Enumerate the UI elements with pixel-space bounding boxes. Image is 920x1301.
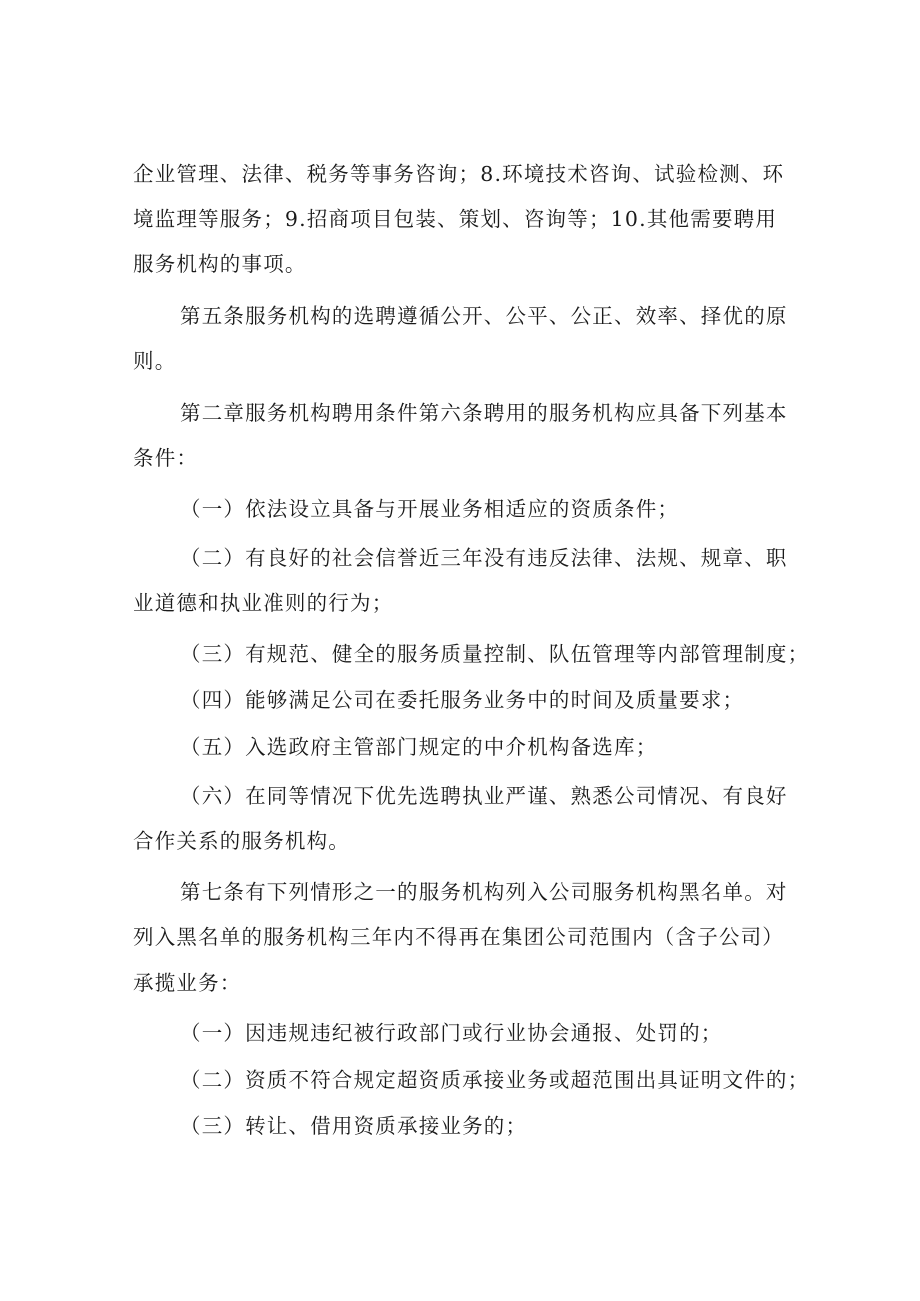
condition-3: （三）有规范、健全的服务质量控制、队伍管理等内部管理制度； — [180, 642, 810, 666]
blacklist-item-1: （一）因违规违纪被行政部门或行业协会通报、处罚的； — [180, 1021, 723, 1045]
article-5-line-1: 第五条服务机构的选聘遵循公开、公平、公正、效率、择优的原 — [180, 304, 788, 328]
article-7-line-3: 承揽业务： — [133, 971, 242, 995]
condition-5: （五）入选政府主管部门规定的中介机构备选库； — [180, 735, 658, 759]
text-line-1: 企业管理、法律、税务等事务咨询；8.环境技术咨询、试验检测、环 — [133, 162, 785, 186]
article-7-line-1: 第七条有下列情形之一的服务机构列入公司服务机构黑名单。对 — [180, 880, 788, 904]
article-5-line-2: 则。 — [133, 349, 177, 373]
blacklist-item-2: （二）资质不符合规定超资质承接业务或超范围出具证明文件的； — [180, 1068, 810, 1092]
condition-6-line-2: 合作关系的服务机构。 — [133, 829, 350, 853]
article-7-line-2: 列入黑名单的服务机构三年内不得再在集团公司范围内（含子公司） — [133, 925, 784, 949]
condition-6-line-1: （六）在同等情况下优先选聘执业严谨、熟悉公司情况、有良好 — [180, 784, 788, 808]
chapter-2-line-2: 条件： — [133, 446, 199, 470]
condition-2-line-1: （二）有良好的社会信誉近三年没有违反法律、法规、规章、职 — [180, 546, 788, 570]
condition-2-line-2: 业道德和执业准则的行为； — [133, 591, 394, 615]
text-line-2: 境监理等服务；9.招商项目包装、策划、咨询等；10.其他需要聘用 — [133, 207, 778, 231]
condition-4: （四）能够满足公司在委托服务业务中的时间及质量要求； — [180, 688, 745, 712]
chapter-2-line-1: 第二章服务机构聘用条件第六条聘用的服务机构应具备下列基本 — [180, 401, 788, 425]
text-line-3: 服务机构的事项。 — [133, 252, 307, 276]
condition-1: （一）依法设立具备与开展业务相适应的资质条件； — [180, 497, 680, 521]
blacklist-item-3: （三）转让、借用资质承接业务的； — [180, 1114, 528, 1138]
